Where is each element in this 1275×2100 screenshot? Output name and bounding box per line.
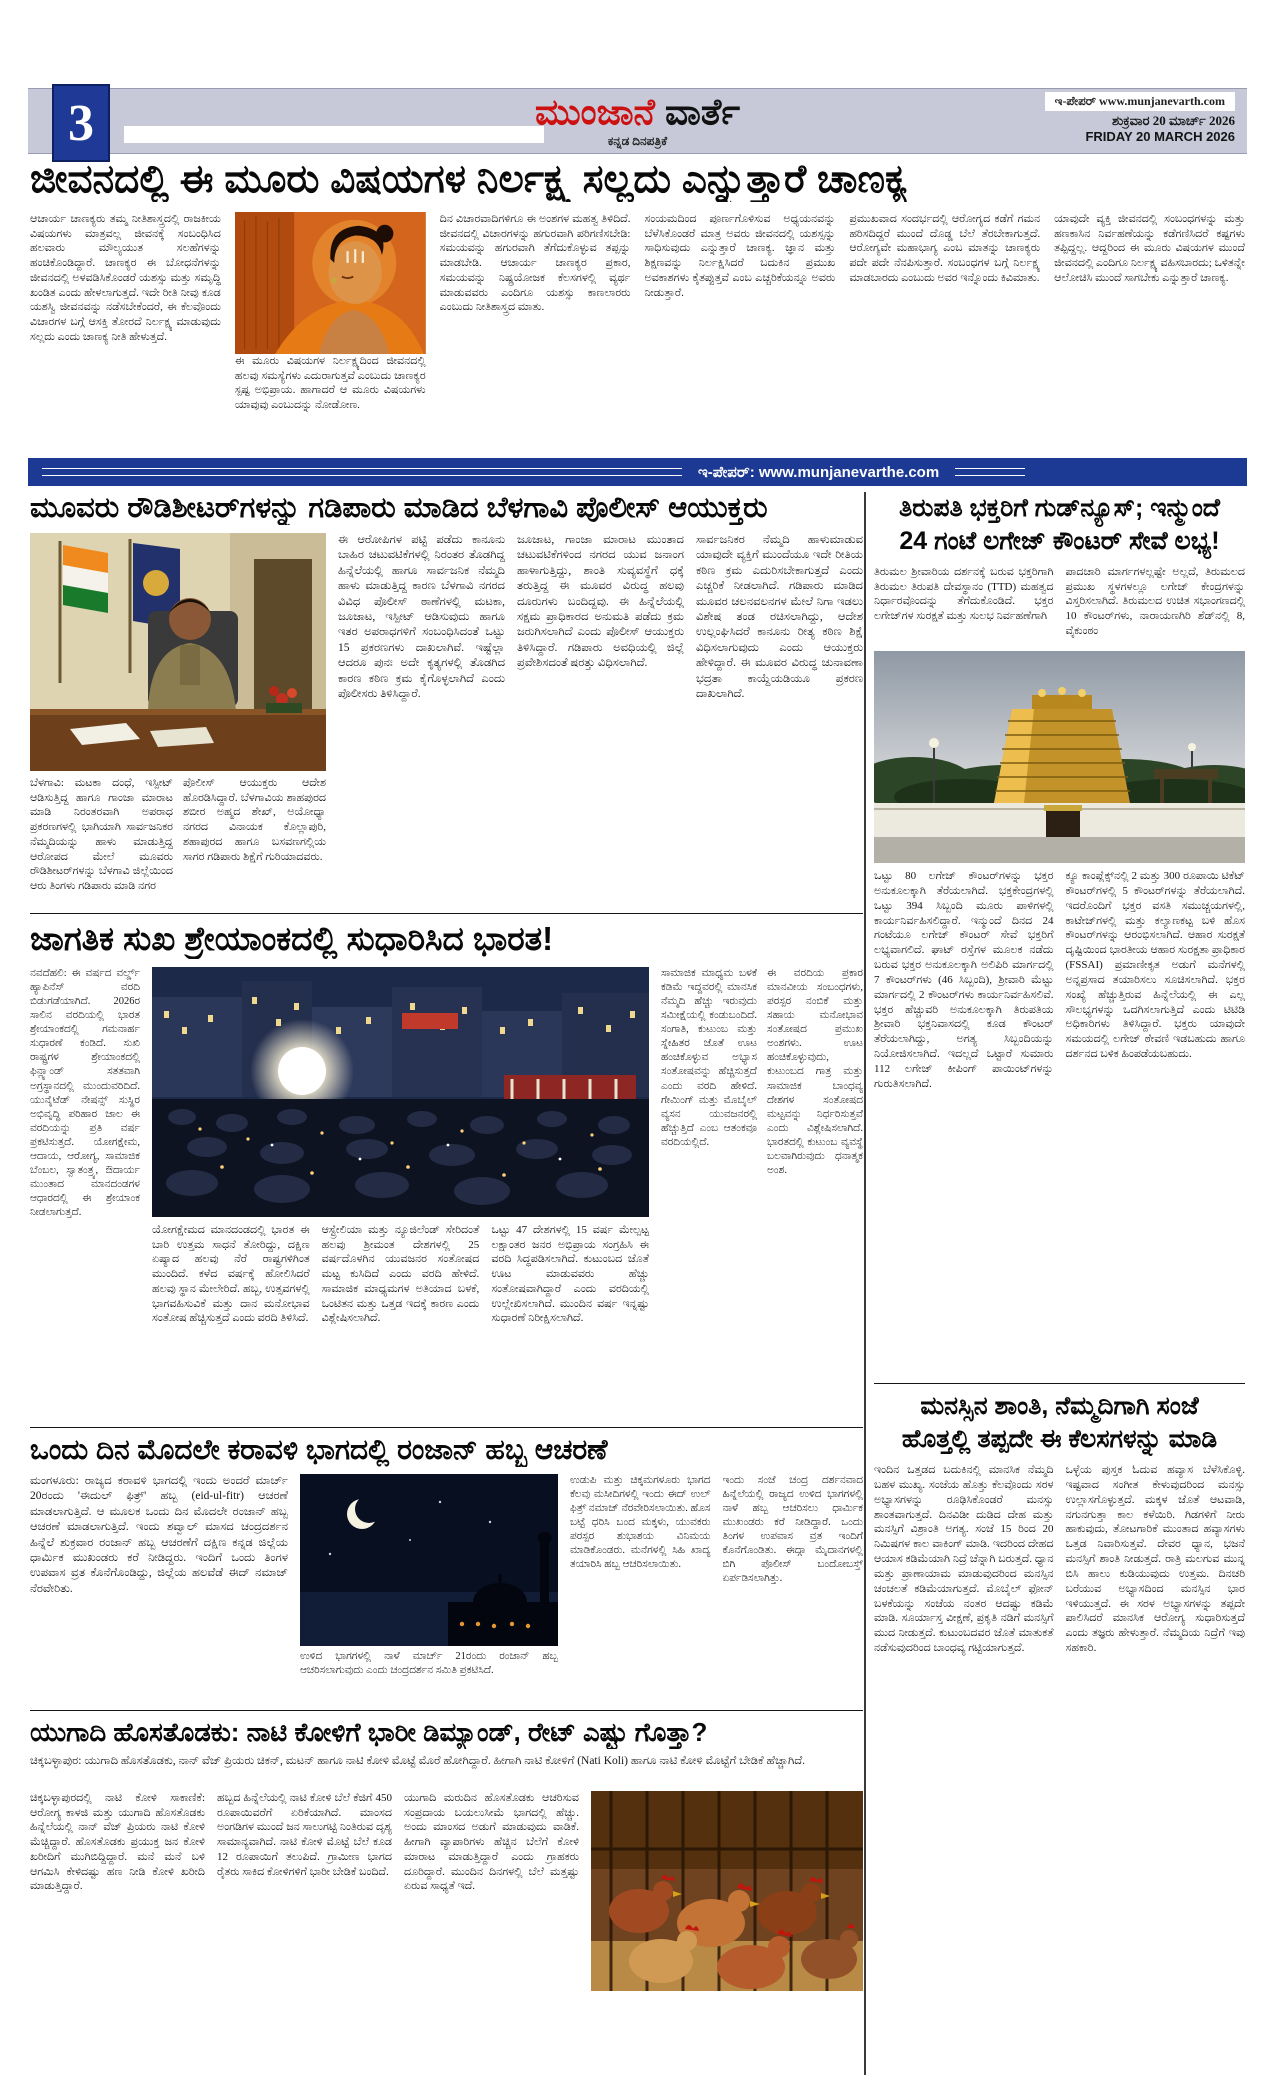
- article-chanakya: [30, 212, 1245, 452]
- date-kannada: ಶುಕ್ರವಾರ 20 ಮಾರ್ಚ್ 2026: [1112, 113, 1235, 128]
- article-rowdy-underphoto: [30, 776, 326, 902]
- article-happiness-bottom-col2: ಆಸ್ಟ್ರೇಲಿಯಾ ಮತ್ತು ನ್ಯೂಜಿಲೆಂಡ್ ಸೇರಿದಂತೆ ಹಲವು ಶ್ರೀಮಂತ ದೇಶಗಳಲ್ಲಿ 25 ವರ್ಷದೊಳಗಿನ ಯುವಜನರ ಸಂತೋಷದ ಮಟ್ಟ ಕುಸಿದಿದೆ ಎಂದು ವರದಿ ಹೇಳಿದೆ. ಸಾಮಾಜಿಕ ಮಾಧ್ಯಮಗಳ ಅತಿಯಾದ ಬಳಕೆ, ಒಂಟಿತನ ಮತ್ತು ಒತ್ತಡ ಇದಕ್ಕೆ ಕಾರಣ ಎಂದು ವಿಶ್ಲೇಷಿಸಲಾಗಿದೆ.: [321, 1224, 480, 1325]
- lead-headline: ಜೀವನದಲ್ಲಿ ಈ ಮೂರು ವಿಷಯಗಳ ನಿರ್ಲಕ್ಷ್ಯ ಸಲ್ಲದು ಎನ್ನುತ್ತಾರೆ ಚಾಣಕ್ಯ: [30, 158, 909, 201]
- article-happiness-right: [661, 967, 863, 1419]
- article-chanakya-col4: ಸಂಯಮದಿಂದ ಪೂರ್ಣಗೊಳಿಸುವ ಅಧ್ಯಯನವನ್ನು ಬೆಳೆಸಿಕೊಂಡರೆ ಮಾತ್ರ ಅವರು ಜೀವನದಲ್ಲಿ ಯಶಸ್ಸನ್ನು ಸಾಧಿಸುವುದು ಎನ್ನುತ್ತಾರೆ ಚಾಣಕ್ಯ. ಜ್ಞಾನ ಮತ್ತು ಶಿಕ್ಷಣವನ್ನು ನಿರ್ಲಕ್ಷಿಸಿದರೆ ಬದುಕಿನ ಪ್ರಮುಖ ಅವಕಾಶಗಳು ಕೈತಪ್ಪುತ್ತವೆ ಎಂಬ ಎಚ್ಚರಿಕೆಯನ್ನೂ ಅವರು ನೀಡುತ್ತಾರೆ.: [644, 213, 836, 299]
- article-evening-body: [874, 1463, 1245, 2059]
- article-happiness-bottom: [152, 1223, 649, 1415]
- article-tirupati-headline-line1: ತಿರುಪತಿ ಭಕ್ತರಿಗೆ ಗುಡ್‌ನ್ಯೂಸ್; ಇನ್ಮುಂದೆ: [899, 494, 1220, 522]
- article-tirupati-lead-col1: ತಿರುಮಲ ಶ್ರೀವಾರಿಯ ದರ್ಶನಕ್ಕೆ ಬರುವ ಭಕ್ತರಿಗಾಗಿ ತಿರುಮಲ ತಿರುಪತಿ ದೇವಸ್ಥಾನಂ (TTD) ಮಹತ್ವದ ನಿರ್ಧಾರವೊಂದನ್ನು ತೆಗೆದುಕೊಂಡಿದೆ. ಭಕ್ತರ ಲಗೇಜ್‌ಗಳ ಸುರಕ್ಷತೆ ಮತ್ತು ಸುಲಭ ನಿರ್ವಹಣೆಗಾಗಿ: [874, 566, 1054, 623]
- article-tirupati-body-col2: ಕ್ಯೂ ಕಾಂಪ್ಲೆಕ್ಸ್‌ನಲ್ಲಿ 2 ಮತ್ತು 300 ರೂಪಾಯಿ ಟಿಕೆಟ್ ಕೌಂಟರ್‌ಗಳಲ್ಲಿ 5 ಕೌಂಟರ್‌ಗಳನ್ನು ತೆರೆಯಲಾಗಿದೆ. ಇದರೊಂದಿಗೆ ಭಕ್ತರ ವಸತಿ ಸಮುಚ್ಚಯಗಳಲ್ಲಿ, ಕಾಟೇಜ್‌ಗಳಲ್ಲಿ ಮತ್ತು ಕಲ್ಯಾಣಕಟ್ಟ ಬಳಿ ಹೊಸ ಕೌಂಟರ್‌ಗಳನ್ನು ಆರಂಭಿಸಲಾಗಿದೆ. ಆಹಾರ ಸುರಕ್ಷತೆ ದೃಷ್ಟಿಯಿಂದ ಭಾರತೀಯ ಆಹಾರ ಸುರಕ್ಷತಾ ಪ್ರಾಧಿಕಾರ (FSSAI) ಪ್ರಮಾಣೀಕೃತ ಅಡುಗೆ ಮನೆಗಳಲ್ಲಿ ಅನ್ನಪ್ರಸಾದ ತಯಾರಿಸಲು ಸೂಚಿಸಲಾಗಿದೆ. ಭಕ್ತರ ಸಂಖ್ಯೆ ಹೆಚ್ಚುತ್ತಿರುವ ಹಿನ್ನೆಲೆಯಲ್ಲಿ ಈ ಎಲ್ಲ ಸೌಲಭ್ಯಗಳನ್ನು ಒದಗಿಸಲಾಗುತ್ತಿದೆ ಎಂದು ಟಿಟಿಡಿ ಅಧಿಕಾರಿಗಳು ತಿಳಿಸಿದ್ದಾರೆ. ಭಕ್ತರು ಯಾವುದೇ ಸಮಯದಲ್ಲಿ ಲಗೇಜ್ ಠೇವಣಿ ಇಡಬಹುದು ಹಾಗೂ ದರ್ಶನದ ಬಳಿಕ ಹಿಂಪಡೆಯಬಹುದು.: [1065, 870, 1245, 1061]
- right-section: [874, 492, 1245, 2059]
- article-chicken-intro: ಚಿಕ್ಕಬಳ್ಳಾಪುರ: ಯುಗಾದಿ ಹೊಸತೊಡಕು, ನಾನ್ ವೆಜ್ ಪ್ರಿಯರು ಚಿಕನ್, ಮಟನ್ ಹಾಗೂ ನಾಟಿ ಕೋಳಿ ಮೊಟ್ಟೆ ಮೊರೆ ಹೋಗಿದ್ದಾರೆ. ಹೀಗಾಗಿ ನಾಟಿ ಕೋಳಿಗೆ (Nati Koli) ಹಾಗೂ ನಾಟಿ ಕೋಳಿ ಮೊಟ್ಟೆಗೆ ಬೇಡಿಕೆ ಹೆಚ್ಚಾಗಿದೆ.: [30, 1755, 806, 1767]
- article-happiness-left-col: ನವದೆಹಲಿ: ಈ ವರ್ಷದ ವರ್ಲ್ಡ್ ಹ್ಯಾಪಿನೆಸ್ ವರದಿ ಬಿಡುಗಡೆಯಾಗಿದೆ. 2026ರ ಸಾಲಿನ ವರದಿಯಲ್ಲಿ ಭಾರತ ಶ್ರೇಯಾಂಕದಲ್ಲಿ ಗಮನಾರ್ಹ ಸುಧಾರಣೆ ಕಂಡಿದೆ. ಸುಖಿ ರಾಷ್ಟ್ರಗಳ ಶ್ರೇಯಾಂಕದಲ್ಲಿ ಫಿನ್ಲ್ಯಾಂಡ್ ಸತತವಾಗಿ ಅಗ್ರಸ್ಥಾನದಲ್ಲಿ ಮುಂದುವರಿದಿದೆ. ಯುನೈಟೆಡ್ ನೇಷನ್ಸ್ ಸುಸ್ಥಿರ ಅಭಿವೃದ್ಧಿ ಪರಿಹಾರ ಜಾಲ ಈ ವರದಿಯನ್ನು ಪ್ರತಿ ವರ್ಷ ಪ್ರಕಟಿಸುತ್ತದೆ. ಯೋಗಕ್ಷೇಮ, ಆದಾಯ, ಆರೋಗ್ಯ, ಸಾಮಾಜಿಕ ಬೆಂಬಲ, ಸ್ವಾತಂತ್ರ್ಯ, ಔದಾರ್ಯ ಮುಂತಾದ ಮಾನದಂಡಗಳ ಆಧಾರದಲ್ಲಿ ಈ ಶ್ರೇಯಾಂಕ ನೀಡಲಾಗುತ್ತದೆ.: [30, 968, 140, 1219]
- happy-street-crowd-photo: [152, 967, 649, 1217]
- article-ramzan-photo-block: [300, 1474, 558, 1702]
- article-rowdy: [30, 533, 863, 905]
- section-rule: [30, 1710, 863, 1711]
- header-band: [28, 88, 1247, 154]
- tirupati-temple-photo: [874, 651, 1245, 863]
- article-tirupati-lead: [874, 565, 1245, 645]
- police-commissioner-photo: [30, 533, 326, 771]
- article-happiness-center: [152, 967, 649, 1419]
- section-rule: [874, 1383, 1245, 1384]
- article-ramzan-lead: ಮಂಗಳೂರು: ರಾಜ್ಯದ ಕರಾವಳಿ ಭಾಗದಲ್ಲಿ ಇಂದು ಅಂದರೆ ಮಾರ್ಚ್ 20ರಂದು 'ಈದುಲ್ ಫಿತ್ರ್' ಹಬ್ಬ (eid-ul-fitr) ಆಚರಣೆ ಮಾಡಲಾಗುತ್ತಿದೆ. ಆ ಮೂಲಕ ಒಂದು ದಿನ ಮೊದಲೇ ರಂಜಾನ್ ಹಬ್ಬ ಆಚರಣೆ ಮಾಡಲಾಗುತ್ತಿದೆ. ಇಂದು ಶವ್ವಾಲ್ ಮಾಸದ ಚಂದ್ರದರ್ಶನ ಹಿನ್ನೆಲೆ ಶುಕ್ರವಾರ ರಂಜಾನ್ ಹಬ್ಬ ಆಚರಣೆಗೆ ದಕ್ಷಿಣ ಕನ್ನಡ ಜಿಲ್ಲೆಯ ಧಾರ್ಮಿಕ ಮುಖಂಡರು ಕರೆ ನೀಡಿದ್ದರು. ಇಂದಿಗೆ ಒಂದು ತಿಂಗಳ ಉಪವಾಸ ವ್ರತ ಕೊನೆಗೊಂಡಿದ್ದು, ಜಿಲ್ಲೆಯ ಹಲವೆಡೆ ಈದ್ ನಮಾಜ್ ನೆರವೇರಿತು.: [30, 1475, 288, 1595]
- article-ramzan: [30, 1474, 863, 1702]
- section-rule: [30, 1427, 863, 1428]
- article-chicken-col2: ಹಬ್ಬದ ಹಿನ್ನೆಲೆಯಲ್ಲಿ ನಾಟಿ ಕೋಳಿ ಬೆಲೆ ಕೆಜಿಗೆ 450 ರೂಪಾಯಿವರೆಗೆ ಏರಿಕೆಯಾಗಿದೆ. ಮಾಂಸದ ಅಂಗಡಿಗಳ ಮುಂದೆ ಜನ ಸಾಲುಗಟ್ಟಿ ನಿಂತಿರುವ ದೃಶ್ಯ ಸಾಮಾನ್ಯವಾಗಿದೆ. ನಾಟಿ ಕೋಳಿ ಮೊಟ್ಟೆ ಬೆಲೆ ಕೂಡ 12 ರೂಪಾಯಿಗೆ ತಲುಪಿದೆ. ಗ್ರಾಮೀಣ ಭಾಗದ ರೈತರು ಸಾಕಿದ ಕೋಳಿಗಳಿಗೆ ಭಾರೀ ಬೇಡಿಕೆ ಬಂದಿದೆ.: [217, 1792, 392, 1878]
- article-happiness-bottom-col1: ಯೋಗಕ್ಷೇಮದ ಮಾನದಂಡದಲ್ಲಿ ಭಾರತ ಈ ಬಾರಿ ಉತ್ತಮ ಸಾಧನೆ ತೋರಿದ್ದು, ದಕ್ಷಿಣ ಏಷ್ಯಾದ ಹಲವು ನೆರೆ ರಾಷ್ಟ್ರಗಳಿಗಿಂತ ಮುಂದಿದೆ. ಕಳೆದ ವರ್ಷಕ್ಕೆ ಹೋಲಿಸಿದರೆ ಹಲವು ಸ್ಥಾನ ಮೇಲೇರಿದೆ. ಹಬ್ಬ, ಉತ್ಸವಗಳಲ್ಲಿ ಭಾಗವಹಿಸುವಿಕೆ ಮತ್ತು ದಾನ ಮನೋಭಾವ ಸಂತೋಷ ಹೆಚ್ಚಿಸುತ್ತದೆ ಎಂದು ವರದಿ ತಿಳಿಸಿದೆ.: [152, 1224, 310, 1325]
- article-ramzan-headline: ಒಂದು ದಿನ ಮೊದಲೇ ಕರಾವಳಿ ಭಾಗದಲ್ಲಿ ರಂಜಾನ್ ಹಬ್ಬ ಆಚರಣೆ: [30, 1434, 608, 1465]
- article-chanakya-col1: ಆಚಾರ್ಯ ಚಾಣಕ್ಯರು ತಮ್ಮ ನೀತಿಶಾಸ್ತ್ರದಲ್ಲಿ ರಾಜಕೀಯ ವಿಷಯಗಳು ಮಾತ್ರವಲ್ಲ ಜೀವನಕ್ಕೆ ಸಂಬಂಧಿಸಿದ ಹಲವಾರು ಮೌಲ್ಯಯುತ ಸಲಹೆಗಳನ್ನು ಹಂಚಿಕೊಂಡಿದ್ದಾರೆ. ಚಾಣಕ್ಯರ ಈ ಬೋಧನೆಗಳನ್ನು ಜೀವನದಲ್ಲಿ ಅಳವಡಿಸಿಕೊಂಡರೆ ಯಶಸ್ಸು ಮತ್ತು ಸಮೃದ್ಧಿ ಖಂಡಿತ ಎಂದು ಹೇಳಲಾಗುತ್ತದೆ. ಇದೇ ರೀತಿ ನೀವು ಕೂಡ ಯಶಸ್ವಿ ಜೀವನವನ್ನು ನಡೆಸಬೇಕೆಂದರೆ, ಈ ಕೆಲವೊಂದು ವಿಚಾರಗಳ ಬಗ್ಗೆ ಆಸಕ್ತಿ ತೋರದೆ ನಿರ್ಲಕ್ಷ್ಯ ಮಾಡುವುದು ಸಲ್ಲದು ಎಂದು ಚಾಣಕ್ಯ ನೀತಿ ಹೇಳುತ್ತದೆ.: [30, 213, 221, 343]
- article-chicken-col3: ಯುಗಾದಿ ಮರುದಿನ ಹೊಸತೊಡಕು ಆಚರಿಸುವ ಸಂಪ್ರದಾಯ ಬಯಲುಸೀಮೆ ಭಾಗದಲ್ಲಿ ಹೆಚ್ಚು. ಅಂದು ಮಾಂಸದ ಅಡುಗೆ ಮಾಡುವುದು ವಾಡಿಕೆ. ಹೀಗಾಗಿ ವ್ಯಾಪಾರಿಗಳು ಹೆಚ್ಚಿನ ಬೆಲೆಗೆ ಕೋಳಿ ಮಾರಾಟ ಮಾಡುತ್ತಿದ್ದಾರೆ ಎಂದು ಗ್ರಾಹಕರು ದೂರಿದ್ದಾರೆ. ಮುಂದಿನ ದಿನಗಳಲ್ಲಿ ಬೆಲೆ ಮತ್ತಷ್ಟು ಏರುವ ಸಾಧ್ಯತೆ ಇದೆ.: [404, 1792, 579, 1893]
- article-evening-headline-line1: ಮನಸ್ಸಿನ ಶಾಂತಿ, ನೆಮ್ಮದಿಗಾಗಿ ಸಂಜೆ: [920, 1392, 1199, 1420]
- section-rule: [30, 913, 863, 914]
- article-chanakya-col2: [235, 212, 426, 452]
- article-chicken-headline: ಯುಗಾದಿ ಹೊಸತೊಡಕು: ನಾಟಿ ಕೋಳಿಗೆ ಭಾರೀ ಡಿಮ್ಯಾಂಡ್, ರೇಟ್ ಎಷ್ಟು ಗೊತ್ತಾ?: [30, 1717, 708, 1747]
- article-happiness-bottom-col3: ಒಟ್ಟು 47 ದೇಶಗಳಲ್ಲಿ 15 ವರ್ಷ ಮೇಲ್ಪಟ್ಟ ಲಕ್ಷಾಂತರ ಜನರ ಅಭಿಪ್ರಾಯ ಸಂಗ್ರಹಿಸಿ ಈ ವರದಿ ಸಿದ್ಧಪಡಿಸಲಾಗಿದೆ. ಕುಟುಂಬದ ಜೊತೆ ಊಟ ಮಾಡುವವರು ಹೆಚ್ಚು ಸಂತೋಷವಾಗಿದ್ದಾರೆ ಎಂದು ವರದಿಯಲ್ಲಿ ಉಲ್ಲೇಖಿಸಲಾಗಿದೆ. ಮುಂದಿನ ವರ್ಷ ಇನ್ನಷ್ಟು ಸುಧಾರಣೆ ನಿರೀಕ್ಷಿಸಲಾಗಿದೆ.: [491, 1224, 649, 1325]
- article-evening-col2: ಒಳ್ಳೆಯ ಪುಸ್ತಕ ಓದುವ ಹವ್ಯಾಸ ಬೆಳೆಸಿಕೊಳ್ಳಿ. ಇಷ್ಟವಾದ ಸಂಗೀತ ಕೇಳುವುದರಿಂದ ಮನಸ್ಸು ಉಲ್ಲಾಸಗೊಳ್ಳುತ್ತದೆ. ಮಕ್ಕಳ ಜೊತೆ ಆಟವಾಡಿ, ನಗುನಗುತ್ತಾ ಕಾಲ ಕಳೆಯಿರಿ. ಗಿಡಗಳಿಗೆ ನೀರು ಹಾಕುವುದು, ತೋಟಗಾರಿಕೆ ಮುಂತಾದ ಹವ್ಯಾಸಗಳು ಒತ್ತಡ ನಿವಾರಿಸುತ್ತವೆ. ದೇವರ ಧ್ಯಾನ, ಭಜನೆ ಮನಸ್ಸಿಗೆ ಶಾಂತಿ ನೀಡುತ್ತದೆ. ರಾತ್ರಿ ಮಲಗುವ ಮುನ್ನ ಬಿಸಿ ಹಾಲು ಕುಡಿಯುವುದು ಉತ್ತಮ. ದಿನಚರಿ ಬರೆಯುವ ಅಭ್ಯಾಸದಿಂದ ಮನಸ್ಸಿನ ಭಾರ ಇಳಿಯುತ್ತದೆ. ಈ ಸರಳ ಅಭ್ಯಾಸಗಳನ್ನು ತಪ್ಪದೇ ಪಾಲಿಸಿದರೆ ಮಾನಸಿಕ ಆರೋಗ್ಯ ಸುಧಾರಿಸುತ್ತದೆ ಎಂದು ತಜ್ಞರು ಹೇಳುತ್ತಾರೆ. ನೆಮ್ಮದಿಯ ನಿದ್ರೆಗೆ ಇವು ಸಹಕಾರಿ.: [1065, 1464, 1245, 1655]
- banner-rule-right: [955, 468, 1025, 476]
- masthead-title-black: ವಾರ್ತೆ: [655, 91, 740, 132]
- article-rowdy-headline: ಮೂವರು ರೌಡಿಶೀಟರ್‌ಗಳನ್ನು ಗಡಿಪಾರು ಮಾಡಿದ ಬೆಳಗಾವಿ ಪೊಲೀಸ್ ಆಯುಕ್ತರು: [30, 492, 768, 524]
- epaper-url: ಇ-ಪೇಪರ್ www.munjanevarth.com: [1045, 92, 1235, 111]
- article-rowdy-col3: ಸಾರ್ವಜನಿಕರ ನೆಮ್ಮದಿ ಹಾಳುಮಾಡುವ ಯಾವುದೇ ವ್ಯಕ್ತಿಗೆ ಮುಂದೆಯೂ ಇದೇ ರೀತಿಯ ಕಠಿಣ ಕ್ರಮ ಎದುರಿಸಬೇಕಾಗುತ್ತದೆ ಎಂದು ಎಚ್ಚರಿಕೆ ನೀಡಲಾಗಿದೆ. ಗಡಿಪಾರು ಮಾಡಿದ ಮೂವರ ಚಲನವಲನಗಳ ಮೇಲೆ ನಿಗಾ ಇಡಲು ವಿಶೇಷ ತಂಡ ರಚಿಸಲಾಗಿದ್ದು, ಆದೇಶ ಉಲ್ಲಂಘಿಸಿದರೆ ಕಾನೂನು ರೀತ್ಯ ಕಠಿಣ ಶಿಕ್ಷೆ ವಿಧಿಸಲಾಗುವುದು ಎಂದು ಆಯುಕ್ತರು ಹೇಳಿದ್ದಾರೆ. ಈ ಮೂವರ ವಿರುದ್ಧ ಚುನಾವಣಾ ಭದ್ರತಾ ಕಾಯ್ದೆಯಡಿಯೂ ಪ್ರಕರಣ ದಾಖಲಾಗಿದೆ.: [696, 534, 863, 701]
- epaper-banner: [28, 458, 1247, 486]
- article-rowdy-col2: ಜೂಜಾಟ, ಗಾಂಜಾ ಮಾರಾಟ ಮುಂತಾದ ಚಟುವಟಿಕೆಗಳಿಂದ ನಗರದ ಯುವ ಜನಾಂಗ ಹಾಳಾಗುತ್ತಿದ್ದು, ಶಾಂತಿ ಸುವ್ಯವಸ್ಥೆಗೆ ಧಕ್ಕೆ ತರುತ್ತಿದ್ದ ಈ ಮೂವರ ವಿರುದ್ಧ ಹಲವು ದೂರುಗಳು ಬಂದಿದ್ದವು. ಈ ಹಿನ್ನೆಲೆಯಲ್ಲಿ ಸಕ್ಷಮ ಪ್ರಾಧಿಕಾರದ ಅನುಮತಿ ಪಡೆದು ಕ್ರಮ ಜರುಗಿಸಲಾಗಿದೆ ಎಂದು ಪೊಲೀಸ್ ಆಯುಕ್ತರು ತಿಳಿಸಿದ್ದಾರೆ. ಗಡಿಪಾರು ಅವಧಿಯಲ್ಲಿ ಜಿಲ್ಲೆ ಪ್ರವೇಶಿಸದಂತೆ ಷರತ್ತು ವಿಧಿಸಲಾಗಿದೆ.: [517, 534, 684, 670]
- crescent-moon-mosque-photo: [300, 1474, 558, 1646]
- article-ramzan-col3: ಇಂದು ಸಂಜೆ ಚಂದ್ರ ದರ್ಶನವಾದ ಹಿನ್ನೆಲೆಯಲ್ಲಿ ರಾಜ್ಯದ ಉಳಿದ ಭಾಗಗಳಲ್ಲಿ ನಾಳೆ ಹಬ್ಬ ಆಚರಿಸಲು ಧಾರ್ಮಿಕ ಮುಖಂಡರು ಕರೆ ನೀಡಿದ್ದಾರೆ. ಒಂದು ತಿಂಗಳ ಉಪವಾಸ ವ್ರತ ಇಂದಿಗೆ ಕೊನೆಗೊಂಡಿತು. ಈದ್ಗಾ ಮೈದಾನಗಳಲ್ಲಿ ಬಿಗಿ ಪೊಲೀಸ್ ಬಂದೋಬಸ್ತ್ ಏರ್ಪಡಿಸಲಾಗಿತ್ತು.: [722, 1475, 863, 1585]
- page-number: 3: [52, 84, 110, 162]
- article-chanakya-col2-text: ಈ ಮೂರು ವಿಷಯಗಳ ನಿರ್ಲಕ್ಷ್ಯದಿಂದ ಜೀವನದಲ್ಲಿ ಹಲವು ಸಮಸ್ಯೆಗಳು ಎದುರಾಗುತ್ತವೆ ಎಂಬುದು ಚಾಣಕ್ಯರ ಸ್ಪಷ್ಟ ಅಭಿಪ್ರಾಯ. ಹಾಗಾದರೆ ಆ ಮೂರು ವಿಷಯಗಳು ಯಾವುವು ಎಂಬುದನ್ನು ನೋಡೋಣ.: [234, 355, 426, 412]
- article-rowdy-under-col1: ಬೆಳಗಾವಿ: ಮಟಕಾ ದಂಧೆ, ಇಸ್ಪೀಟ್ ಆಡಿಸುತ್ತಿದ್ದ ಹಾಗೂ ಗಾಂಜಾ ಮಾರಾಟ ಮಾಡಿ ನಿರಂತರವಾಗಿ ಅಪರಾಧ ಪ್ರಕರಣಗಳಲ್ಲಿ ಭಾಗಿಯಾಗಿ ಸಾರ್ವಜನಿಕರ ನೆಮ್ಮದಿಯನ್ನು ಹಾಳು ಮಾಡುತ್ತಿದ್ದ ಆರೋಪದ ಮೇಲೆ ಮೂವರು ರೌಡಿಶೀಟರ್‌ಗಳನ್ನು ಬೆಳಗಾವಿ ಜಿಲ್ಲೆಯಿಂದ ಆರು ತಿಂಗಳು ಗಡಿಪಾರು ಮಾಡಿ ನಗರ: [30, 777, 173, 893]
- header-date-block: [1045, 92, 1235, 144]
- article-tirupati-body-col1: ಒಟ್ಟು 80 ಲಗೇಜ್ ಕೌಂಟರ್‌ಗಳನ್ನು ಭಕ್ತರ ಅನುಕೂಲಕ್ಕಾಗಿ ತೆರೆಯಲಾಗಿದೆ. ಭಕ್ತಕೇಂದ್ರಗಳಲ್ಲಿ ಒಟ್ಟು 394 ಸಿಬ್ಬಂದಿ ಮೂರು ಪಾಳಿಗಳಲ್ಲಿ ಕಾರ್ಯನಿರ್ವಹಿಸಲಿದ್ದಾರೆ. ಇನ್ಮುಂದೆ ದಿನದ 24 ಗಂಟೆಯೂ ಲಗೇಜ್ ಕೌಂಟರ್ ಸೇವೆ ಭಕ್ತರಿಗೆ ಲಭ್ಯವಾಗಲಿದೆ. ಘಾಟ್ ರಸ್ತೆಗಳ ಮೂಲಕ ನಡೆದು ಬರುವ ಭಕ್ತರ ಅನುಕೂಲಕ್ಕಾಗಿ ಅಲಿಪಿರಿ ಮಾರ್ಗದಲ್ಲಿ 7 ಕೌಂಟರ್‌ಗಳು (46 ಸಿಬ್ಬಂದಿ), ಶ್ರೀವಾರಿ ಮೆಟ್ಟು ಮಾರ್ಗದಲ್ಲಿ 2 ಕೌಂಟರ್‌ಗಳು ಕಾರ್ಯನಿರ್ವಹಿಸಲಿವೆ. ಭಕ್ತರ ಹೆಚ್ಚುವರಿ ಅನುಕೂಲಕ್ಕಾಗಿ ತಿರುಪತಿಯ ಶ್ರೀವಾರಿ ಭಕ್ತನಿವಾಸದಲ್ಲಿ ಕೂಡ ಕೌಂಟರ್ ತೆರೆಯಲಾಗಿದ್ದು, ಅಗತ್ಯ ಸಿಬ್ಬಂದಿಯನ್ನು ನಿಯೋಜಿಸಲಾಗಿದೆ. ಇದಲ್ಲದೆ ಒಟ್ಟಾರೆ ಸುಮಾರು 112 ಲಗೇಜ್ ಕೀಪಿಂಗ್ ಪಾಯಿಂಟ್‌ಗಳನ್ನು ಗುರುತಿಸಲಾಗಿದೆ.: [874, 870, 1054, 1090]
- article-evening-col1: ಇಂದಿನ ಒತ್ತಡದ ಬದುಕಿನಲ್ಲಿ ಮಾನಸಿಕ ನೆಮ್ಮದಿ ಬಹಳ ಮುಖ್ಯ. ಸಂಜೆಯ ಹೊತ್ತು ಕೆಲವೊಂದು ಸರಳ ಅಭ್ಯಾಸಗಳನ್ನು ರೂಢಿಸಿಕೊಂಡರೆ ಮನಸ್ಸು ಶಾಂತವಾಗುತ್ತದೆ. ದಿನವಿಡೀ ದುಡಿದ ದೇಹ ಮತ್ತು ಮನಸ್ಸಿಗೆ ವಿಶ್ರಾಂತಿ ಅಗತ್ಯ. ಸಂಜೆ 15 ರಿಂದ 20 ನಿಮಿಷಗಳ ಕಾಲ ವಾಕಿಂಗ್ ಮಾಡಿ. ಇದರಿಂದ ದೇಹದ ಆಯಾಸ ಕಡಿಮೆಯಾಗಿ ನಿದ್ರೆ ಚೆನ್ನಾಗಿ ಬರುತ್ತದೆ. ಧ್ಯಾನ ಮತ್ತು ಪ್ರಾಣಾಯಾಮ ಮಾಡುವುದರಿಂದ ಮನಸ್ಸಿನ ಚಂಚಲತೆ ಕಡಿಮೆಯಾಗುತ್ತದೆ. ಮೊಬೈಲ್ ಫೋನ್ ಬಳಕೆಯನ್ನು ಸಂಜೆಯ ನಂತರ ಆದಷ್ಟು ಕಡಿಮೆ ಮಾಡಿ. ಸೂರ್ಯಾಸ್ತ ವೀಕ್ಷಣೆ, ಪ್ರಕೃತಿ ನಡಿಗೆ ಮನಸ್ಸಿಗೆ ಮುದ ನೀಡುತ್ತದೆ. ಕುಟುಂಬದವರ ಜೊತೆ ಮಾತುಕತೆ ನಡೆಸುವುದರಿಂದ ಬಾಂಧವ್ಯ ಗಟ್ಟಿಯಾಗುತ್ತದೆ.: [874, 1464, 1054, 1655]
- banner-rule-left: [42, 468, 682, 476]
- article-rowdy-under-col2: ಪೊಲೀಸ್ ಆಯುಕ್ತರು ಆದೇಶ ಹೊರಡಿಸಿದ್ದಾರೆ. ಬೆಳಗಾವಿಯ ಶಾಹಪುರದ ಶಬೀರ ಅಹ್ಮದ ಶೇಖ್, ಅಯೋಧ್ಯಾ ನಗರದ ವಿನಾಯಕ ಕೊಲ್ಲಾಪುರಿ, ಶಹಾಪುರದ ಹಾಗೂ ಬಸವಣಗಲ್ಲಿಯ ಸಾಗರ ಗಡಿಪಾರು ಶಿಕ್ಷೆಗೆ ಗುರಿಯಾದವರು.: [183, 777, 326, 863]
- left-section: [30, 492, 863, 2041]
- article-chanakya-col6: ಯಾವುದೇ ವ್ಯಕ್ತಿ ಜೀವನದಲ್ಲಿ ಸಂಬಂಧಗಳನ್ನು ಮತ್ತು ಹಣಕಾಸಿನ ನಿರ್ವಹಣೆಯನ್ನು ಕಡೆಗಣಿಸಿದರೆ ಕಷ್ಟಗಳು ತಪ್ಪಿದ್ದಲ್ಲ. ಆದ್ದರಿಂದ ಈ ಮೂರು ವಿಷಯಗಳ ಮುಂದೆ ಜೀವನದಲ್ಲಿ ಎಂದಿಗೂ ನಿರ್ಲಕ್ಷ್ಯ ವಹಿಸಬಾರದು; ಒಳಿತನ್ನೇ ಆಲೋಚಿಸಿ ಮುಂದೆ ಸಾಗಬೇಕು ಎನ್ನುತ್ತಾರೆ ಚಾಣಕ್ಯ.: [1054, 213, 1245, 284]
- chanakya-illustration: [235, 212, 426, 354]
- article-chicken-text: [30, 1791, 579, 2041]
- article-chicken: [30, 1791, 863, 2041]
- article-tirupati-body: [874, 869, 1245, 1375]
- article-tirupati-headline-line2: 24 ಗಂಟೆ ಲಗೇಜ್ ಕೌಂಟರ್ ಸೇವೆ ಲಭ್ಯ!: [899, 526, 1220, 555]
- article-ramzan-col2: ಉಡುಪಿ ಮತ್ತು ಚಿಕ್ಕಮಗಳೂರು ಭಾಗದ ಕೆಲವು ಮಸೀದಿಗಳಲ್ಲಿ ಇಂದು ಈದ್ ಉಲ್ ಫಿತ್ರ್ ನಮಾಜ್ ನೆರವೇರಿಸಲಾಯಿತು. ಹೊಸ ಬಟ್ಟೆ ಧರಿಸಿ ಬಂದ ಮಕ್ಕಳು, ಯುವಕರು ಪರಸ್ಪರ ಶುಭಾಶಯ ವಿನಿಮಯ ಮಾಡಿಕೊಂಡರು. ಮನೆಗಳಲ್ಲಿ ಸಿಹಿ ಖಾದ್ಯ ತಯಾರಿಸಿ ಹಬ್ಬ ಆಚರಿಸಲಾಯಿತು.: [570, 1475, 711, 1571]
- article-evening-headline-line2: ಹೊತ್ತಲ್ಲಿ ತಪ್ಪದೇ ಈ ಕೆಲಸಗಳನ್ನು ಮಾಡಿ: [901, 1424, 1218, 1453]
- masthead-title-red: ಮುಂಜಾನೆ: [535, 91, 655, 132]
- article-chicken-col1: ಚಿಕ್ಕಬಳ್ಳಾಪುರದಲ್ಲಿ ನಾಟಿ ಕೋಳಿ ಸಾಕಾಣಿಕೆ: ಆರೋಗ್ಯ ಕಾಳಜಿ ಮತ್ತು ಯುಗಾದಿ ಹೊಸತೊಡಕು ಹಿನ್ನೆಲೆಯಲ್ಲಿ ನಾನ್ ವೆಜ್ ಪ್ರಿಯರು ನಾಟಿ ಕೋಳಿ ಮೆಚ್ಚಿದ್ದಾರೆ. ಹೊಸತೊಡಕು ಪ್ರಯುಕ್ತ ಜನ ಕೋಳಿ ಖರೀದಿಗೆ ಮುಗಿಬಿದ್ದಿದ್ದಾರೆ. ಮನೆ ಮನೆ ಬಳಿ ಆಗಮಿಸಿ ಕೇಳಿದಷ್ಟು ಹಣ ನೀಡಿ ಕೋಳಿ ಖರೀದಿ ಮಾಡುತ್ತಿದ್ದಾರೆ.: [30, 1792, 205, 1893]
- article-happiness: [30, 967, 863, 1419]
- article-tirupati-headline: [874, 492, 1245, 557]
- article-rowdy-col1: ಈ ಆರೋಪಿಗಳ ಪಟ್ಟಿ ಪಡೆದು ಕಾನೂನು ಬಾಹಿರ ಚಟುವಟಿಕೆಗಳಲ್ಲಿ ನಿರಂತರ ತೊಡಗಿದ್ದ ಹಿನ್ನೆಲೆಯಲ್ಲಿ ಹಾಗೂ ಸಾರ್ವಜನಿಕ ನೆಮ್ಮದಿ ಹಾಳು ಮಾಡುತ್ತಿದ್ದ ಕಾರಣ ಬೆಳಗಾವಿ ನಗರದ ವಿವಿಧ ಪೊಲೀಸ್ ಠಾಣೆಗಳಲ್ಲಿ ಮಟಕಾ, ಜೂಜಾಟ, ಇಸ್ಪೀಟ್ ಆಡಿಸುವುದು ಹಾಗೂ ಇತರ ಅಪರಾಧಗಳಿಗೆ ಸಂಬಂಧಿಸಿದಂತೆ ಒಟ್ಟು 15 ಪ್ರಕರಣಗಳು ದಾಖಲಾಗಿವೆ. ಇಷ್ಟೆಲ್ಲಾ ಆದರೂ ಪುನಃ ಅದೇ ಕೃತ್ಯಗಳಲ್ಲಿ ತೊಡಗಿದ ಕಾರಣ ಕಠಿಣ ಕ್ರಮ ಕೈಗೊಳ್ಳಲಾಗಿದೆ ಎಂದು ಪೊಲೀಸರು ತಿಳಿಸಿದ್ದಾರೆ.: [338, 534, 505, 701]
- article-rowdy-photo-block: [30, 533, 326, 905]
- article-happiness-right-col2: ಈ ವರದಿಯ ಪ್ರಕಾರ ಮಾನವೀಯ ಸಂಬಂಧಗಳು, ಪರಸ್ಪರ ನಂಬಿಕೆ ಮತ್ತು ಸಹಾಯ ಮನೋಭಾವ ಸಂತೋಷದ ಪ್ರಮುಖ ಅಂಶಗಳು. ಊಟ ಹಂಚಿಕೊಳ್ಳುವುದು, ಕುಟುಂಬದ ಗಾತ್ರ ಮತ್ತು ಸಾಮಾಜಿಕ ಬಾಂಧವ್ಯ ದೇಶಗಳ ಸಂತೋಷದ ಮಟ್ಟವನ್ನು ನಿರ್ಧರಿಸುತ್ತವೆ ಎಂದು ವಿಶ್ಲೇಷಿಸಲಾಗಿದೆ. ಭಾರತದಲ್ಲಿ ಕುಟುಂಬ ವ್ಯವಸ್ಥೆ ಬಲವಾಗಿರುವುದು ಧನಾತ್ಮಕ ಅಂಶ.: [767, 968, 863, 1176]
- column-divider: [864, 492, 866, 2075]
- country-chickens-photo: [591, 1791, 863, 1991]
- article-happiness-right-col1: ಸಾಮಾಜಿಕ ಮಾಧ್ಯಮ ಬಳಕೆ ಕಡಿಮೆ ಇದ್ದವರಲ್ಲಿ ಮಾನಸಿಕ ನೆಮ್ಮದಿ ಹೆಚ್ಚು ಇರುವುದು ಸಮೀಕ್ಷೆಯಲ್ಲಿ ಕಂಡುಬಂದಿದೆ. ಸಂಗಾತಿ, ಕುಟುಂಬ ಮತ್ತು ಸ್ನೇಹಿತರ ಜೊತೆ ಊಟ ಹಂಚಿಕೊಳ್ಳುವ ಅಭ್ಯಾಸ ಸಂತೋಷವನ್ನು ಹೆಚ್ಚಿಸುತ್ತದೆ ಎಂದು ವರದಿ ಹೇಳಿದೆ. ಗೇಮಿಂಗ್ ಮತ್ತು ಮೊಬೈಲ್ ವ್ಯಸನ ಯುವಜನರಲ್ಲಿ ಹೆಚ್ಚುತ್ತಿದೆ ಎಂಬ ಆತಂಕವೂ ವರದಿಯಲ್ಲಿದೆ.: [661, 968, 757, 1148]
- article-tirupati-lead-col2: ಪಾದಚಾರಿ ಮಾರ್ಗಗಳಲ್ಲಷ್ಟೇ ಅಲ್ಲದೆ, ತಿರುಮಲದ ಪ್ರಮುಖ ಸ್ಥಳಗಳಲ್ಲೂ ಲಗೇಜ್ ಕೇಂದ್ರಗಳನ್ನು ವಿಸ್ತರಿಸಲಾಗಿದೆ. ತಿರುಮಲದ ಉಚಿತ ಸಭಾಂಗಣದಲ್ಲಿ 10 ಕೌಂಟರ್‌ಗಳು, ನಾರಾಯಣಗಿರಿ ಶೆಡ್‌ನಲ್ಲಿ 8, ವೈಕುಂಠಂ: [1065, 566, 1245, 637]
- article-chanakya-col5: ಪ್ರಮುಖವಾದ ಸಂದರ್ಭದಲ್ಲಿ ಆರೋಗ್ಯದ ಕಡೆಗೆ ಗಮನ ಹರಿಸದಿದ್ದರೆ ಮುಂದೆ ದೊಡ್ಡ ಬೆಲೆ ತೆರಬೇಕಾಗುತ್ತದೆ. ಆರೋಗ್ಯವೇ ಮಹಾಭಾಗ್ಯ ಎಂಬ ಮಾತನ್ನು ಚಾಣಕ್ಯರು ಪದೇ ಪದೇ ನೆನಪಿಸುತ್ತಾರೆ. ಸಂಬಂಧಗಳ ಬಗ್ಗೆ ನಿರ್ಲಕ್ಷ್ಯ ಮಾಡಬಾರದು ಎಂಬುದು ಅವರ ಇನ್ನೊಂದು ಕಿವಿಮಾತು.: [849, 213, 1041, 284]
- article-chicken-photo-block: [591, 1791, 863, 2041]
- article-happiness-headline: ಜಾಗತಿಕ ಸುಖ ಶ್ರೇಯಾಂಕದಲ್ಲಿ ಸುಧಾರಿಸಿದ ಭಾರತ!: [30, 920, 554, 957]
- banner-url: ಇ-ಪೇಪರ್: www.munjanevarthe.com: [698, 463, 940, 481]
- masthead-subtitle: ಕನ್ನಡ ದಿನಪತ್ರಿಕೆ: [607, 134, 668, 148]
- article-ramzan-underphoto: ಉಳಿದ ಭಾಗಗಳಲ್ಲಿ ನಾಳೆ ಮಾರ್ಚ್ 21ರಂದು ರಂಜಾನ್ ಹಬ್ಬ ಆಚರಿಸಲಾಗುವುದು ಎಂದು ಚಂದ್ರದರ್ಶನ ಸಮಿತಿ ಪ್ರಕಟಿಸಿದೆ.: [300, 1651, 558, 1676]
- date-english: FRIDAY 20 MARCH 2026: [1085, 129, 1235, 144]
- article-evening-headline: [874, 1390, 1245, 1455]
- article-chanakya-col3: ದಿನ ವಿಚಾರವಾದಿಗಳಿಗೂ ಈ ಅಂಶಗಳ ಮಹತ್ವ ತಿಳಿದಿದೆ. ಜೀವನದಲ್ಲಿ ವಿಚಾರಗಳನ್ನು ಹಗುರವಾಗಿ ಪರಿಗಣಿಸಬೇಡಿ: ಸಮಯವನ್ನು ಹಗುರವಾಗಿ ತೆಗೆದುಕೊಳ್ಳುವ ತಪ್ಪನ್ನು ಮಾಡಬೇಡಿ. ಆಚಾರ್ಯ ಚಾಣಕ್ಯರ ಪ್ರಕಾರ, ಸಮಯವನ್ನು ನಿಷ್ಪ್ರಯೋಜಕ ಕೆಲಸಗಳಲ್ಲಿ ವ್ಯರ್ಥ ಮಾಡುವವರು ಎಂದಿಗೂ ಯಶಸ್ಸು ಕಾಣಲಾರರು ಎಂಬುದು ನೀತಿಶಾಸ್ತ್ರದ ಮಾತು.: [439, 213, 631, 314]
